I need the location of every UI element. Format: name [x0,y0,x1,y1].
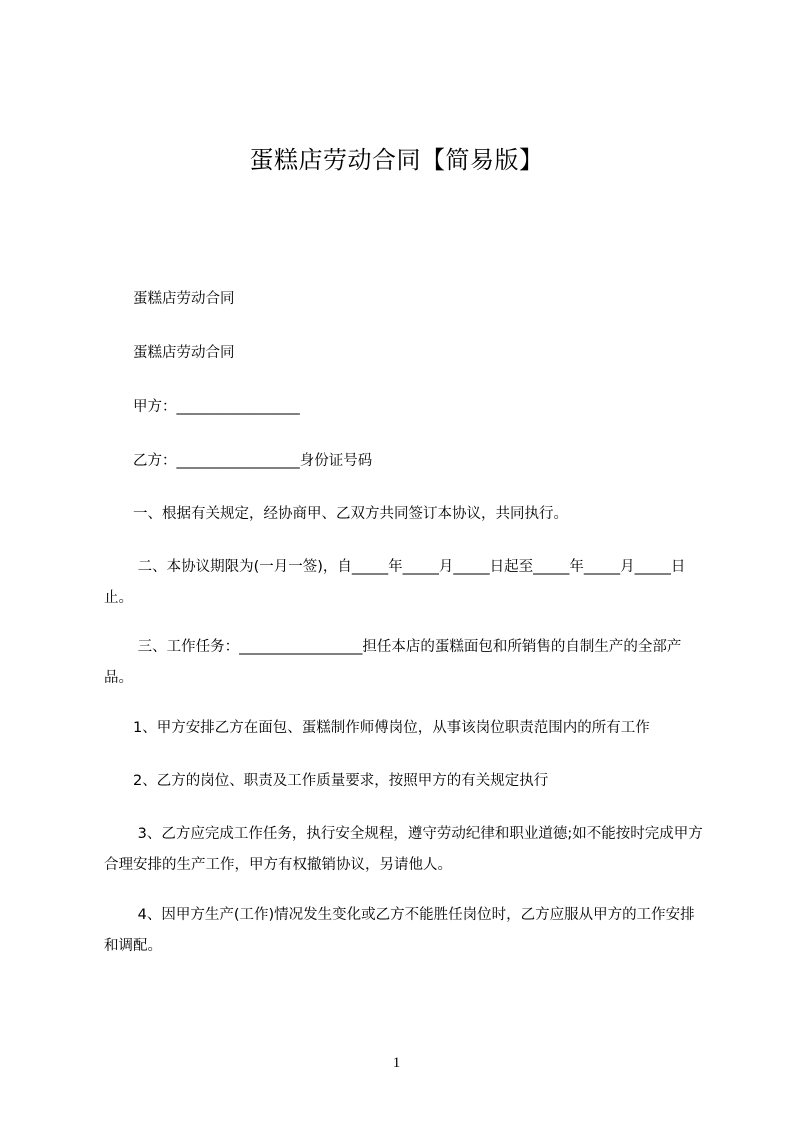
party-a-field: 甲方：_________________ [104,399,300,415]
clause-3: 三、工作任务：_________________担任本店的蛋糕面包和所销售的自制生产的全部产品。 [104,639,682,686]
clause-1: 一、根据有关规定，经协商甲、乙双方共同签订本协议，共同执行。 [104,506,568,522]
clause-3-item-1: 1、甲方安排乙方在面包、蛋糕制作师傅岗位，从事该岗位职责范围内的所有工作 [104,720,650,736]
party-b-field: 乙方：_________________身份证号码 [104,453,373,469]
clause-3-item-4: 4、因甲方生产(工作)情况发生变化或乙方不能胜任岗位时，乙方应服从甲方的工作安排和调配。 [104,907,695,954]
paragraph-heading-1: 蛋糕店劳动合同 [104,291,235,307]
clause-2: 二、本协议期限为(一月一签)，自_____年_____月_____日起至_____年_____月_____日止。 [104,559,686,606]
clause-3-item-3: 3、乙方应完成工作任务，执行安全规程，遵守劳动纪律和职业道德;如不能按时完成甲方合理安排的生产工作，甲方有权撤销协议，另请他人。 [104,826,703,873]
page-number: 1 [392,1055,401,1071]
paragraph-heading-2: 蛋糕店劳动合同 [104,345,235,361]
clause-3-item-2: 2、乙方的岗位、职责及工作质量要求，按照甲方的有关规定执行 [104,773,549,789]
page-title: 蛋糕店劳动合同【简易版】 [249,146,544,174]
